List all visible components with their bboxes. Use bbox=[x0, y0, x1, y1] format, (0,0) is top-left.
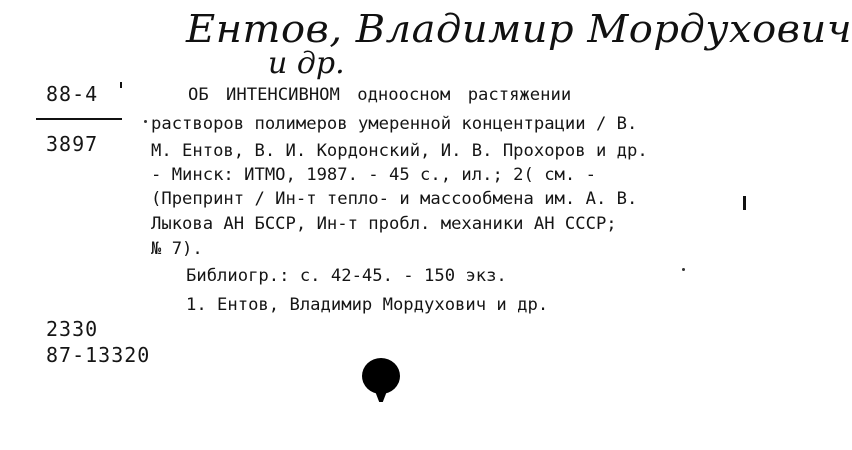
entry-line-5: (Препринт / Ин-т тепло- и массообмена им. А. В. bbox=[151, 189, 638, 209]
handwritten-et-al: и др. bbox=[268, 46, 345, 81]
entry-line-3: М. Ентов, В. И. Кордонский, И. В. Прохоров и др. bbox=[151, 141, 648, 161]
punch-hole-tail bbox=[372, 388, 390, 402]
entry-line-4: - Минск: ИТМО, 1987. - 45 с., ил.; 2( см. - bbox=[151, 165, 596, 185]
edge-mark bbox=[743, 196, 746, 210]
tracing-entry: 1. Ентов, Владимир Мордухович и др. bbox=[186, 295, 549, 315]
call-number-top: 88-4 bbox=[46, 82, 99, 106]
entry-line-6: Лыкова АН БССР, Ин-т пробл. механики АН СССР; bbox=[151, 214, 617, 234]
call-number-divider bbox=[36, 118, 122, 120]
speck bbox=[144, 120, 147, 123]
code-number: 2330 bbox=[46, 317, 99, 341]
bibliography-note: Библиогр.: с. 42-45. - 150 экз. bbox=[186, 266, 507, 286]
registration-number: 87-13320 bbox=[46, 343, 151, 367]
tick-mark bbox=[120, 82, 122, 88]
entry-line-1: ОБ ИНТЕНСИВНОМ одноосном растяжении bbox=[188, 85, 572, 105]
entry-line-7: № 7). bbox=[151, 239, 203, 259]
call-number-bottom: 3897 bbox=[46, 132, 99, 156]
speck bbox=[682, 268, 685, 271]
handwritten-author-name: Ентов, Владимир Мордухович bbox=[186, 8, 852, 52]
entry-line-2: растворов полимеров умеренной концентрации / В. bbox=[151, 114, 638, 134]
